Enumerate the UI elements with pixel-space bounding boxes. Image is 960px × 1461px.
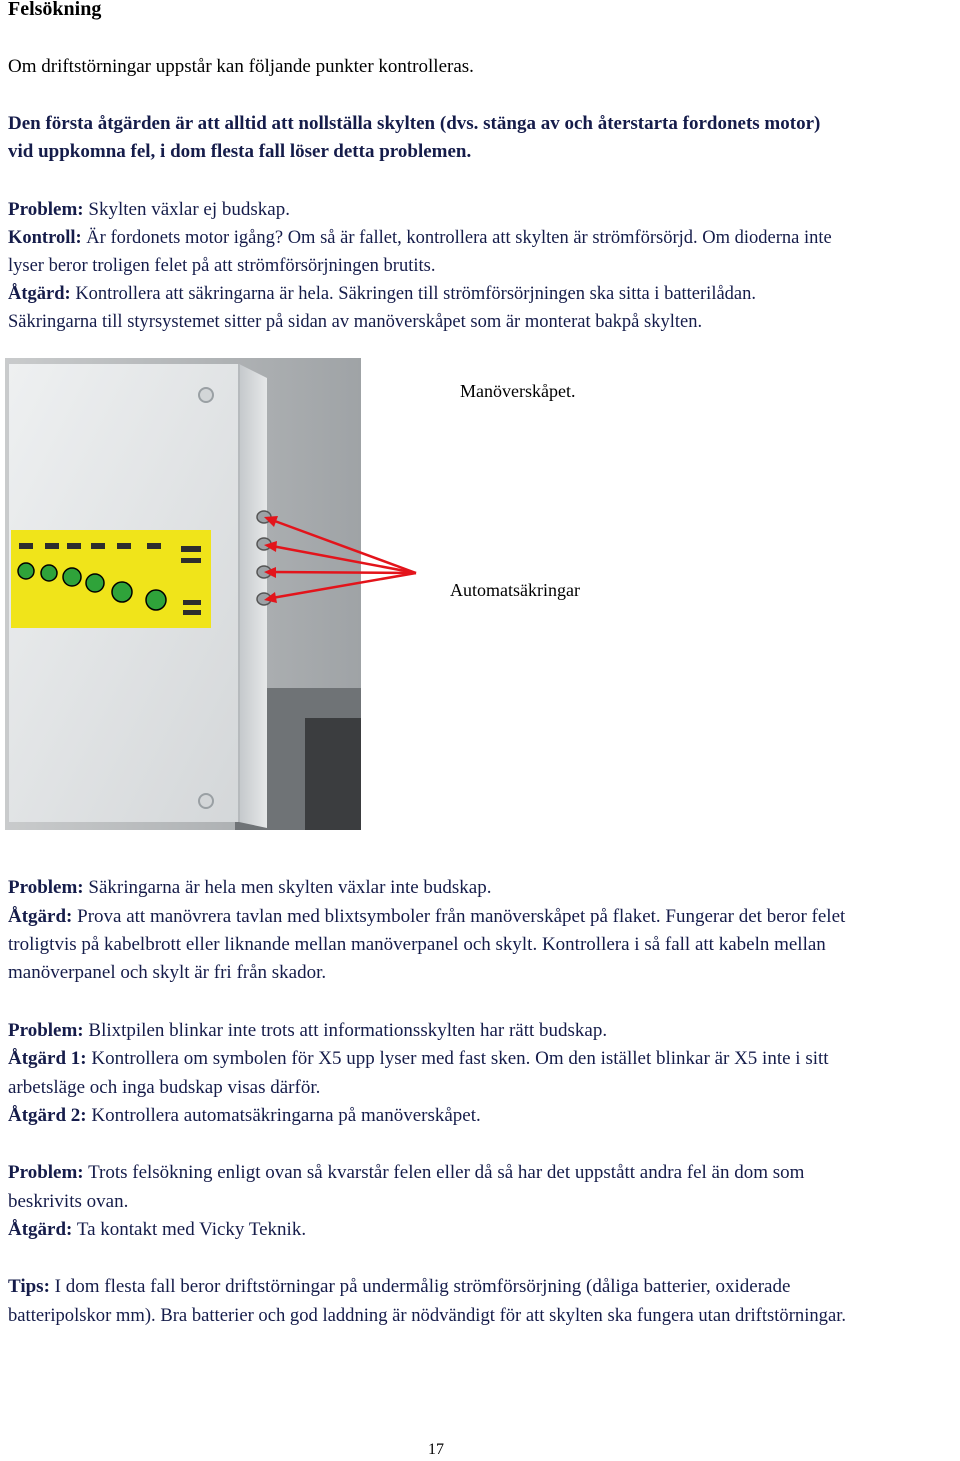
problem-3 — [8, 1017, 607, 1045]
action-1 — [8, 280, 756, 308]
action-text: Kontrollera om symbolen för X5 upp lyser med fast sken. Om den istället blinkar är X5 inte i sitt — [91, 1048, 829, 1069]
action-2-line-3: manöverpanel och skylt är fri från skador. — [8, 962, 327, 983]
check-label: Kontroll: — [8, 228, 82, 248]
tips-line-2: batteripolskor mm). Bra batterier och god laddning är nödvändigt för att skylten ska fungera utan driftstörningar. — [8, 1305, 847, 1326]
tips — [8, 1273, 790, 1301]
action-text: Kontrollera att säkringarna är hela. Säkringen till strömförsörjningen ska sitta i batterilådan. — [75, 284, 757, 304]
problem-label: Problem: — [8, 877, 84, 898]
first-action-line-2: vid uppkomna fel, i dom flesta fall löser detta problemen. — [8, 141, 472, 162]
fuses-caption: Automatsäkringar — [450, 580, 580, 600]
action-2-line-2: troligtvis på kabelbrott eller liknande mellan manöverpanel och skylt. Kontrollera i så fall att kabeln mellan — [8, 934, 826, 955]
first-action-line-1: Den första åtgärden är att alltid att nollställa skylten (dvs. stänga av och återstarta fordonets motor) — [8, 113, 821, 134]
problem-label: Problem: — [8, 199, 84, 220]
action-text: Kontrollera automatsäkringarna på manöverskåpet. — [91, 1105, 481, 1126]
action-label: Åtgärd 2: — [8, 1105, 87, 1126]
page-number: 17 — [428, 1441, 444, 1458]
action-label: Åtgärd: — [8, 906, 73, 927]
tips-label: Tips: — [8, 1276, 50, 1297]
action-3-1-line-2: arbetsläge och inga budskap visas därför. — [8, 1077, 321, 1098]
fuse-arrows — [250, 500, 430, 620]
action-4 — [8, 1216, 306, 1244]
problem-text: Blixtpilen blinkar inte trots att informationsskylten har rätt budskap. — [88, 1020, 608, 1041]
problem-text: Säkringarna är hela men skylten växlar inte budskap. — [88, 877, 492, 898]
page-heading: Felsökning — [8, 0, 102, 20]
arrow-icon — [272, 520, 416, 598]
problem-label: Problem: — [8, 1020, 84, 1041]
action-text: Ta kontakt med Vicky Teknik. — [76, 1219, 307, 1240]
check-text: Är fordonets motor igång? Om så är fallet, kontrollera att skylten är strömförsörjd. Om dioderna inte — [86, 228, 832, 248]
cabinet-caption: Manöverskåpet. — [460, 381, 576, 401]
problem-text: Skylten växlar ej budskap. — [88, 199, 290, 220]
action-label: Åtgärd: — [8, 1219, 73, 1240]
problem-4 — [8, 1159, 804, 1187]
action-2 — [8, 903, 845, 931]
action-3-1 — [8, 1045, 829, 1073]
problem-4-line-2: beskrivits ovan. — [8, 1191, 129, 1212]
check-1 — [8, 224, 832, 252]
intro-text: Om driftstörningar uppstår kan följande punkter kontrolleras. — [8, 56, 474, 77]
action-1-line-2: Säkringarna till styrsystemet sitter på sidan av manöverskåpet som är monterat bakpå skylten. — [8, 312, 703, 332]
problem-1 — [8, 196, 290, 224]
action-3-2 — [8, 1102, 481, 1130]
problem-text: Trots felsökning enligt ovan så kvarstår felen eller då så har det uppstått andra fel än dom som — [88, 1162, 805, 1183]
tips-text: I dom flesta fall beror driftstörningar på undermålig strömförsörjning (dåliga batterier, oxiderade — [54, 1276, 791, 1297]
action-label: Åtgärd: — [8, 284, 71, 304]
action-label: Åtgärd 1: — [8, 1048, 87, 1069]
action-text: Prova att manövrera tavlan med blixtsymboler från manöverskåpet på flaket. Fungerar det beror felet — [77, 906, 846, 927]
problem-label: Problem: — [8, 1162, 84, 1183]
yellow-panel — [11, 530, 211, 628]
problem-2 — [8, 874, 491, 902]
check-1-line-2: lyser beror troligen felet på att strömförsörjningen brutits. — [8, 256, 436, 276]
